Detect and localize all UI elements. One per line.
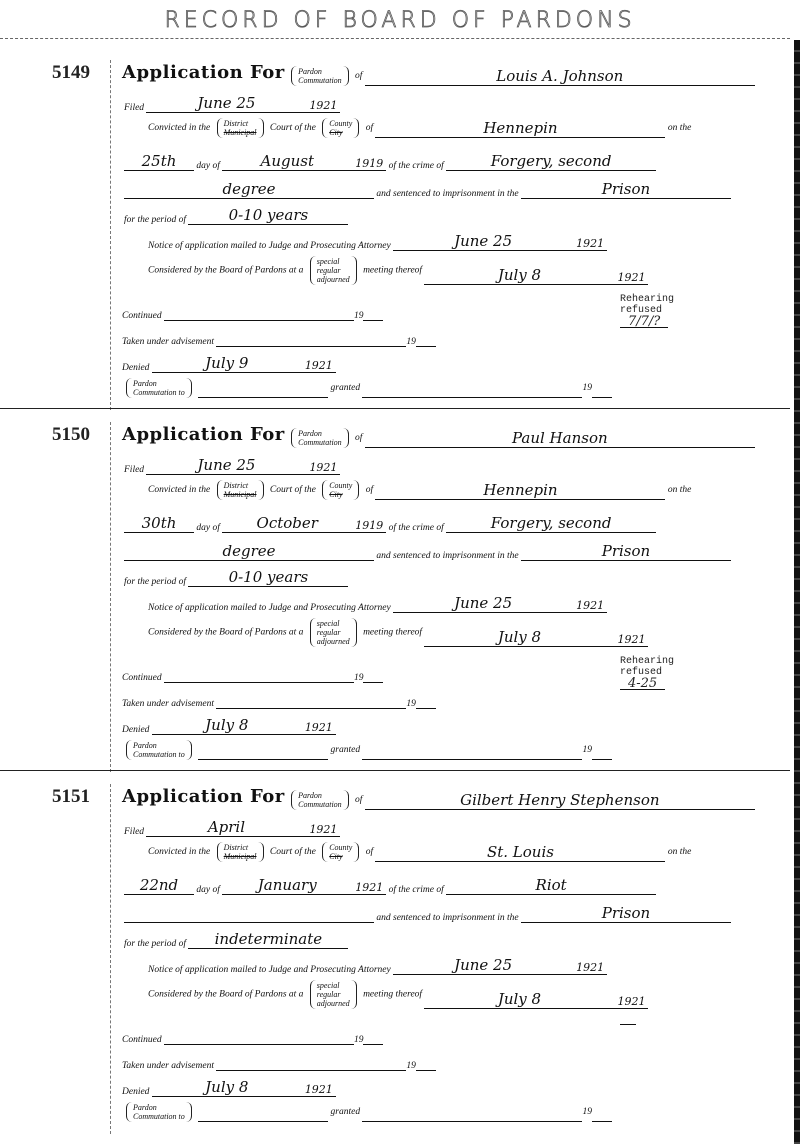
header-rule [0,38,790,39]
form-label: adjourned [316,999,350,1008]
crime-field: Riot [446,880,656,895]
form-label: District [223,119,249,128]
form-label: 19 [353,673,364,683]
pardon-commutation-brace [291,428,349,448]
granted-line [122,378,612,398]
form-label: Filed [124,103,145,113]
sentence-line [124,904,731,923]
page-title: RECORD OF BOARD OF PARDONS [164,8,636,33]
form-label: Denied [122,363,150,373]
form-label: Denied [122,725,150,735]
considered-line: Considered by the Board of Pardons at a special regular adjourned meeting thereof July 8 1921 [148,980,648,1009]
crime-continued-field [124,908,374,923]
filed-date-field: June 25 [146,98,306,113]
form-label: 19 [353,1035,364,1045]
application-for-label: Application For [122,62,285,83]
conviction-day-field: 25th [124,156,194,171]
form-label: City [329,490,343,499]
form-label: Court of the [269,847,316,858]
county-field: Hennepin [375,485,665,500]
form-label: County [329,481,353,490]
advisement-line [122,1056,436,1071]
form-label: of the crime of [388,885,444,895]
filed-line [124,818,340,837]
form-label: District [223,481,249,490]
form-label: Filed [124,827,145,837]
filed-date-field: April [146,822,306,837]
form-label: 19 [582,1107,592,1118]
form-label: of [365,485,374,496]
conviction-month-field: January [222,880,352,895]
county-field: St. Louis [375,847,665,862]
form-label: Taken under advisement [122,337,214,347]
applicant-name: Louis A. Johnson [496,66,624,85]
form-label: and sentenced to imprisonment in the [376,913,519,923]
form-label: Taken under advisement [122,1061,214,1071]
form-label: meeting thereof [363,627,423,638]
application-line [122,62,755,86]
form-label: of [355,71,363,81]
application-for-label: Application For [122,424,285,445]
form-label: for the period of [124,215,187,225]
form-label: special [316,257,340,266]
margin-rule [110,422,111,772]
form-label: meeting thereof [363,989,423,1000]
conviction-month-field: August [222,156,352,171]
filed-year-field: 1921 [306,822,340,837]
conviction-day-field: 22nd [124,880,194,895]
continued-line [122,1030,383,1045]
form-label: meeting thereof [363,265,423,276]
form-label: of the crime of [388,523,444,533]
form-label: Pardon [133,379,157,388]
applicant-field [365,790,755,810]
application-for-label: Application For [122,786,285,807]
considered-line: Considered by the Board of Pardons at a special regular adjourned meeting thereof July 8 1921 [148,618,648,647]
applicant-field [365,66,755,86]
form-label: on the [667,123,692,134]
form-label: Pardon [298,428,322,438]
form-label: 19 [406,699,416,709]
sentence-line [124,180,731,199]
form-label: Convicted in the [148,123,211,134]
crime-continued-field: degree [124,546,374,561]
form-label: special [316,619,340,628]
form-label: Commutation to [133,750,185,759]
form-label: for the period of [124,577,187,587]
conviction-date-line: 25th day of August 1919 of the crime of Forgery, second [124,156,656,171]
period-field: indeterminate [188,934,348,949]
form-label: Filed [124,465,145,475]
form-label: granted [330,745,361,756]
margin-rule [110,784,111,1134]
continued-line [122,668,383,683]
application-line [122,786,755,810]
form-label: Pardon [298,66,322,76]
form-label: for the period of [124,939,187,949]
institution-field: Prison [521,908,731,923]
rehearing-refused-stamp: Rehearing refused 7/7/? [620,294,675,329]
form-label: District [223,843,249,852]
entry-separator [0,408,790,409]
form-label: Municipal [223,128,257,137]
form-label: Notice of application mailed to Judge and Prosecuting Attorney [148,965,391,975]
form-label: Commutation to [133,388,185,397]
form-label: special [316,981,340,990]
notice-date-field: June 25 [393,598,573,613]
form-label: 19 [406,337,416,347]
form-label: Notice of application mailed to Judge and Prosecuting Attorney [148,241,391,251]
denied-date-field: July 8 [152,720,302,735]
form-label: of the crime of [388,161,444,171]
form-label: Commutation to [133,1112,185,1121]
notice-date-field: June 25 [393,960,573,975]
conviction-day-field: 30th [124,518,194,533]
rehearing-refused-stamp [620,1018,636,1029]
advisement-line [122,332,436,347]
form-label: adjourned [316,275,350,284]
applicant-name: Gilbert Henry Stephenson [460,790,660,809]
form-label: Considered by the Board of Pardons at a [148,989,304,1000]
period-line [124,568,348,587]
form-label: Convicted in the [148,847,211,858]
applicant-name: Paul Hanson [511,428,608,447]
form-label: Continued [122,311,162,321]
filed-line [124,94,340,113]
entry-separator [0,770,790,771]
advisement-line [122,694,436,709]
form-label: of [365,847,374,858]
form-label: Pardon [133,741,157,750]
form-label: day of [196,523,220,533]
entry-number: 5151 [52,786,90,807]
form-label: Taken under advisement [122,699,214,709]
form-label: Considered by the Board of Pardons at a [148,627,304,638]
form-label: County [329,843,353,852]
conviction-month-field: October [222,518,352,533]
meeting-date-field: July 8 [424,994,614,1009]
filed-year-field: 1921 [306,460,340,475]
form-label: day of [196,161,220,171]
form-label: City [329,852,343,861]
form-label: 19 [582,745,592,756]
notice-line: Notice of application mailed to Judge and Prosecuting Attorney June 25 1921 [148,236,607,251]
form-label: adjourned [316,637,350,646]
sentence-line [124,542,731,561]
crime-field: Forgery, second [446,518,656,533]
form-label: Municipal [223,490,257,499]
page-edge [794,40,800,1144]
form-label: Court of the [269,485,316,496]
form-label: of [365,123,374,134]
meeting-date-field: July 8 [424,270,614,285]
form-label: Pardon [298,790,322,800]
denied-date-field: July 8 [152,1082,302,1097]
period-line [124,206,348,225]
form-label: City [329,128,343,137]
margin-rule [110,60,111,410]
continued-line [122,306,383,321]
form-label: Commutation [298,75,342,85]
granted-line [122,1102,612,1122]
form-label: on the [667,485,692,496]
denied-line: Denied July 8 1921 [122,720,336,735]
form-label: granted [330,1107,361,1118]
filed-date-field: June 25 [146,460,306,475]
notice-line: Notice of application mailed to Judge and Prosecuting Attorney June 25 1921 [148,598,607,613]
form-label: 19 [582,383,592,394]
form-label: regular [316,266,341,275]
form-label: and sentenced to imprisonment in the [376,189,519,199]
meeting-date-field: July 8 [424,632,614,647]
considered-line: Considered by the Board of Pardons at a special regular adjourned meeting thereof July 8 1921 [148,256,648,285]
form-label: on the [667,847,692,858]
application-line [122,424,755,448]
form-label: of [355,433,363,443]
period-field: 0-10 years [188,210,348,225]
notice-line: Notice of application mailed to Judge and Prosecuting Attorney June 25 1921 [148,960,607,975]
conviction-date-line: 22nd day of January 1921 of the crime of Riot [124,880,656,895]
entry-number: 5149 [52,62,90,83]
period-line [124,930,348,949]
period-field: 0-10 years [188,572,348,587]
county-field: Hennepin [375,123,665,138]
institution-field: Prison [521,546,731,561]
form-label: Pardon [133,1103,157,1112]
form-label: Continued [122,1035,162,1045]
form-label: Considered by the Board of Pardons at a [148,265,304,276]
institution-field: Prison [521,184,731,199]
convicted-line [148,480,691,500]
form-label: Municipal [223,852,257,861]
form-label: Convicted in the [148,485,211,496]
filed-year-field: 1921 [306,98,340,113]
form-label: Notice of application mailed to Judge and Prosecuting Attorney [148,603,391,613]
form-label: granted [330,383,361,394]
crime-continued-field: degree [124,184,374,199]
form-label: Denied [122,1087,150,1097]
pardon-commutation-brace [291,790,349,810]
notice-date-field: June 25 [393,236,573,251]
form-label: Court of the [269,123,316,134]
convicted-line [148,118,691,138]
form-label: of [355,795,363,805]
pardon-commutation-brace [291,66,349,86]
form-label: Continued [122,673,162,683]
rehearing-refused-stamp: Rehearing refused 4-25 [620,656,675,691]
form-label: 19 [406,1061,416,1071]
crime-field: Forgery, second [446,156,656,171]
denied-date-field: July 9 [152,358,302,373]
form-label: and sentenced to imprisonment in the [376,551,519,561]
form-label: Commutation [298,799,342,809]
applicant-field [365,428,755,448]
granted-line [122,740,612,760]
entry-number: 5150 [52,424,90,445]
form-label: 19 [353,311,364,321]
denied-line: Denied July 9 1921 [122,358,336,373]
form-label: County [329,119,353,128]
conviction-date-line: 30th day of October 1919 of the crime of Forgery, second [124,518,656,533]
filed-line [124,456,340,475]
form-label: regular [316,990,341,999]
convicted-line [148,842,691,862]
form-label: Commutation [298,437,342,447]
denied-line: Denied July 8 1921 [122,1082,336,1097]
form-label: day of [196,885,220,895]
form-label: regular [316,628,341,637]
